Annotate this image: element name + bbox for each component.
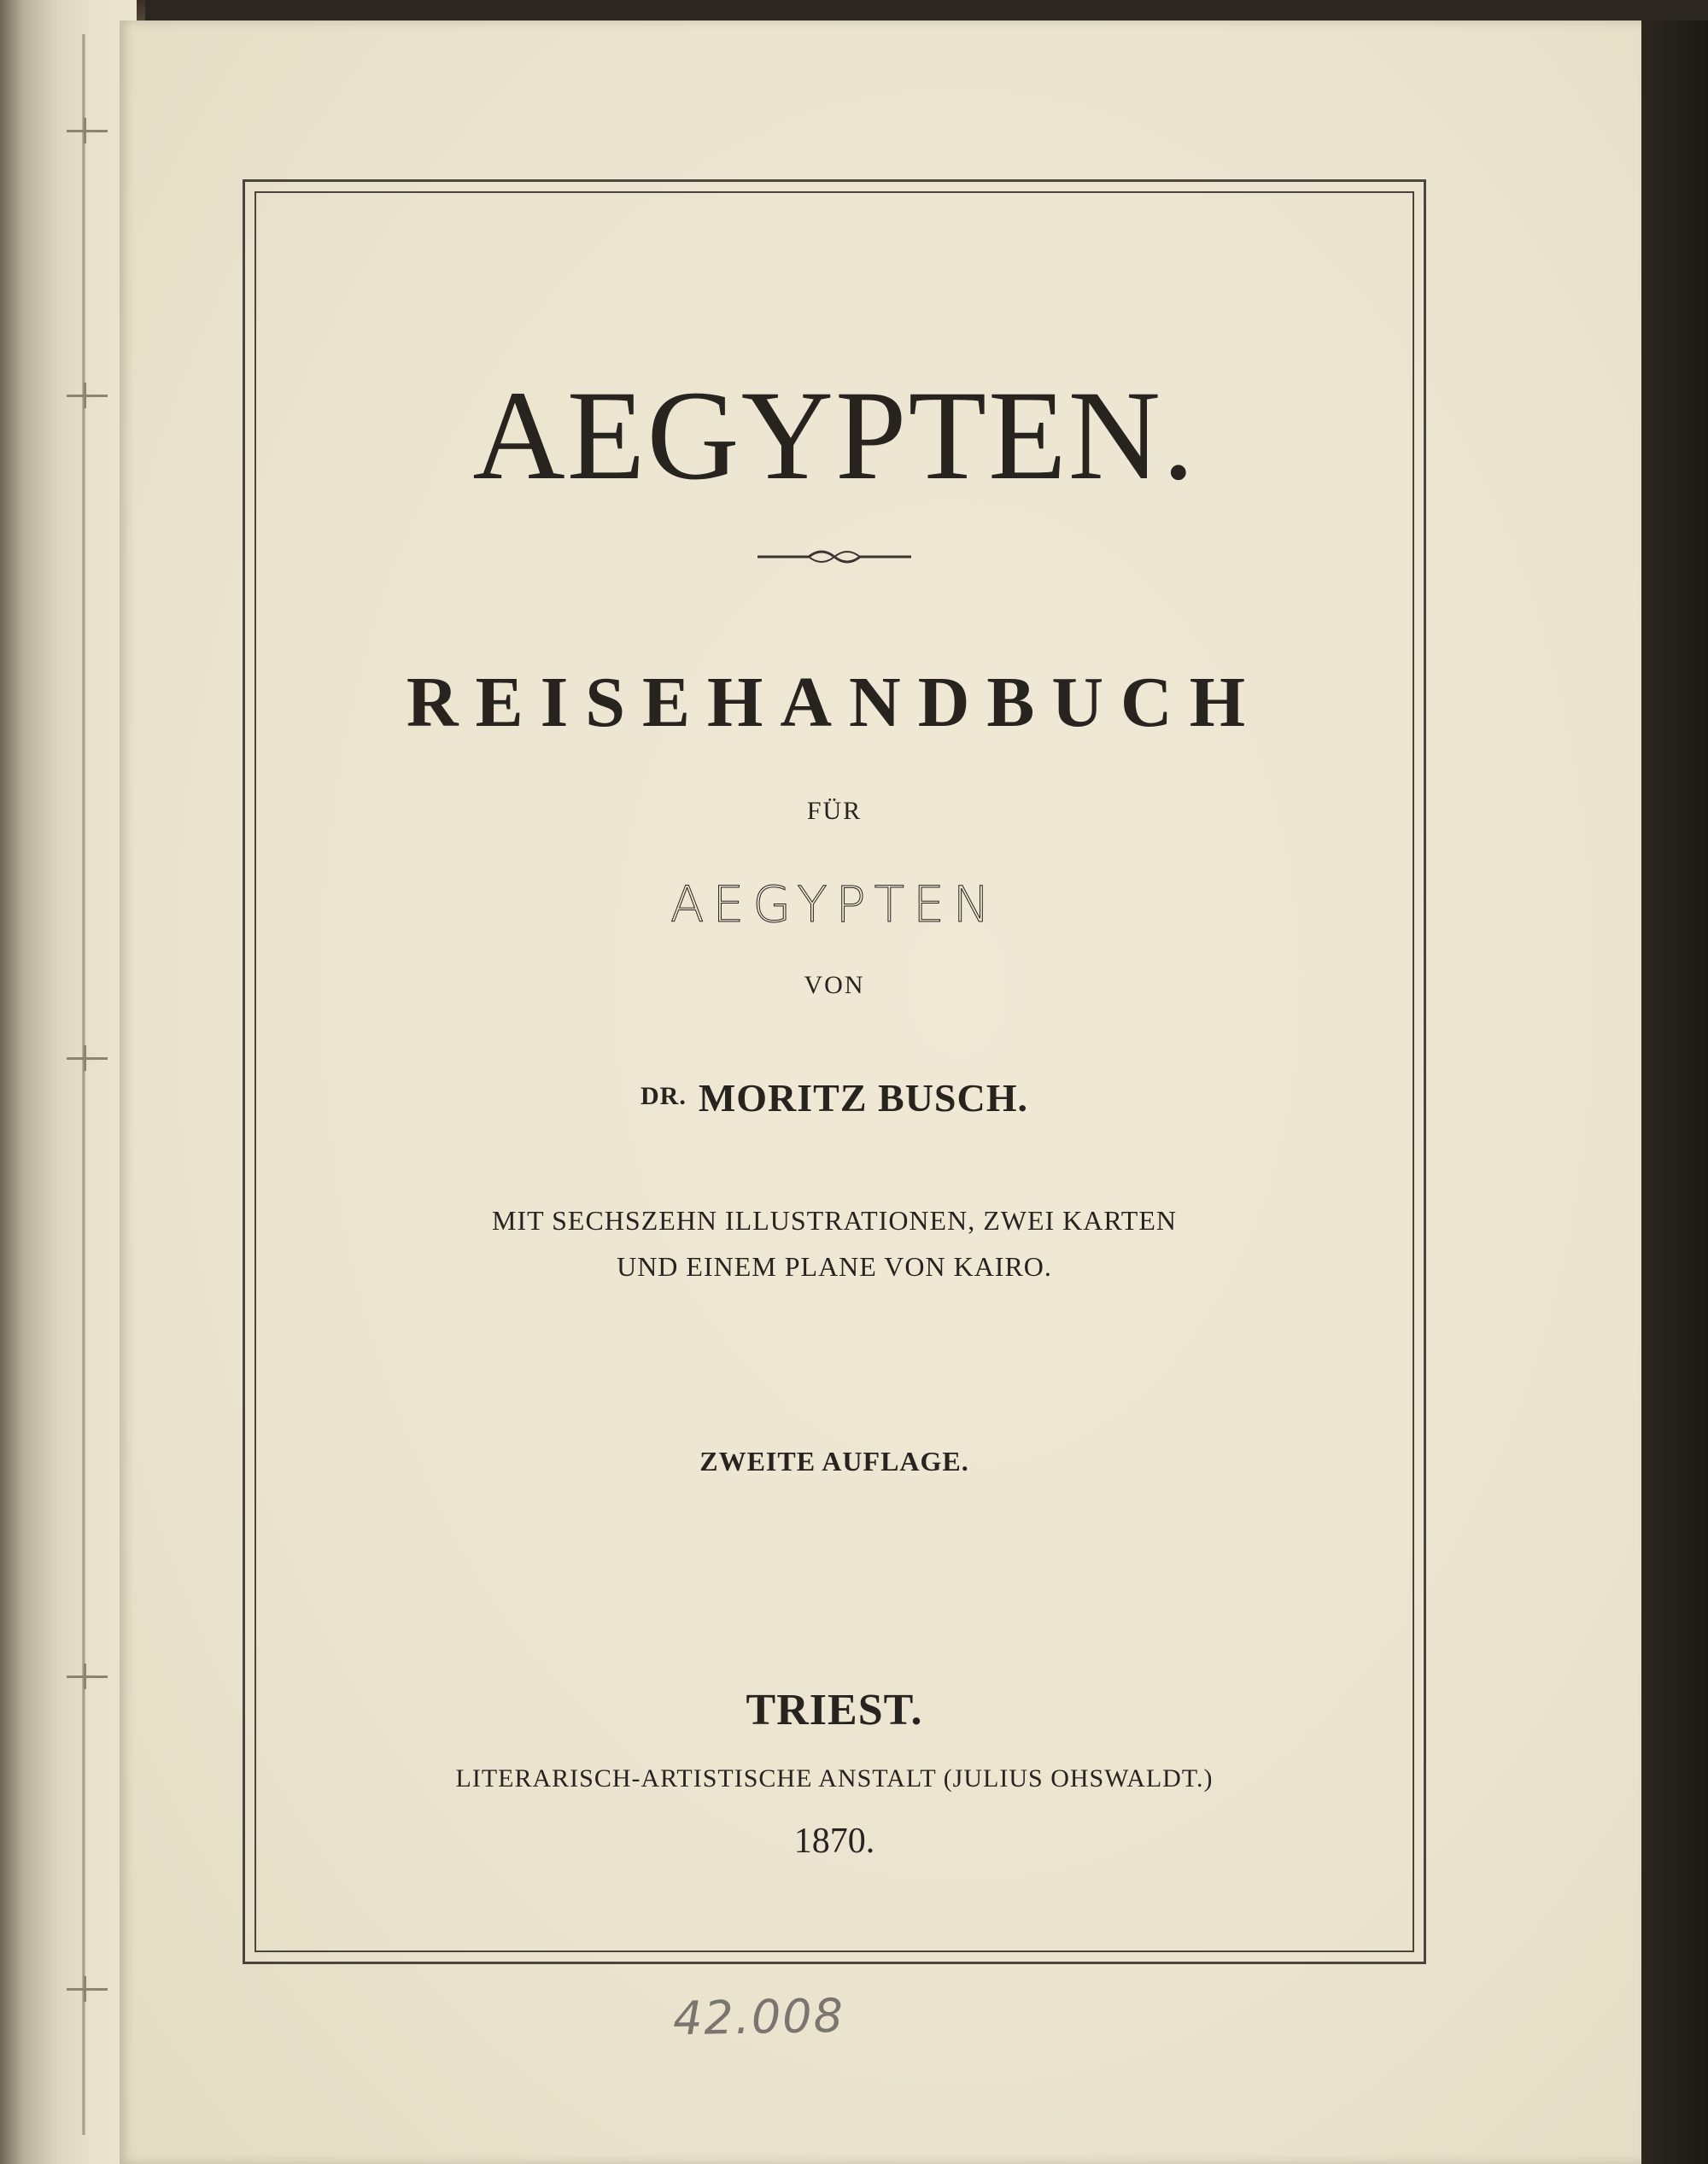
country-name: AEGYPTEN (670, 875, 999, 933)
author-title: DR. (640, 1082, 687, 1110)
publisher-name: LITERARISCH-ARTISTISCHE ANSTALT (JULIUS OHSWALDT.) (455, 1764, 1214, 1793)
handwritten-shelfmark: 42.008 (672, 1988, 845, 2046)
illustrations-line-1: MIT SECHSZEHN ILLUSTRATIONEN, ZWEI KARTEN (492, 1205, 1177, 1236)
ornament-divider (254, 540, 1414, 574)
illustrations-line-2: UND EINEM PLANE VON KAIRO. (617, 1251, 1052, 1282)
ornament-flourish-icon (757, 540, 911, 574)
binding-stitch (67, 1988, 108, 1991)
author-line (254, 1071, 1414, 1124)
page-edge-shadow (1641, 20, 1708, 2164)
spine-seam (82, 34, 85, 2135)
book-title: AEGYPTEN. (472, 365, 1196, 506)
binding-stitch (67, 1057, 108, 1060)
binding-stitch (67, 395, 108, 397)
binding-stitch (67, 130, 108, 132)
by-text: VON (804, 971, 865, 999)
book-spine (0, 0, 137, 2164)
publication-city: TRIEST. (746, 1686, 923, 1734)
book-subtitle: REISEHANDBUCH (406, 663, 1263, 742)
binding-stitch (67, 1676, 108, 1678)
edition-text: ZWEITE AUFLAGE. (699, 1446, 969, 1477)
author-name: MORITZ BUSCH. (698, 1076, 1028, 1120)
for-text: FÜR (806, 797, 863, 825)
publication-year: 1870. (793, 1822, 875, 1861)
